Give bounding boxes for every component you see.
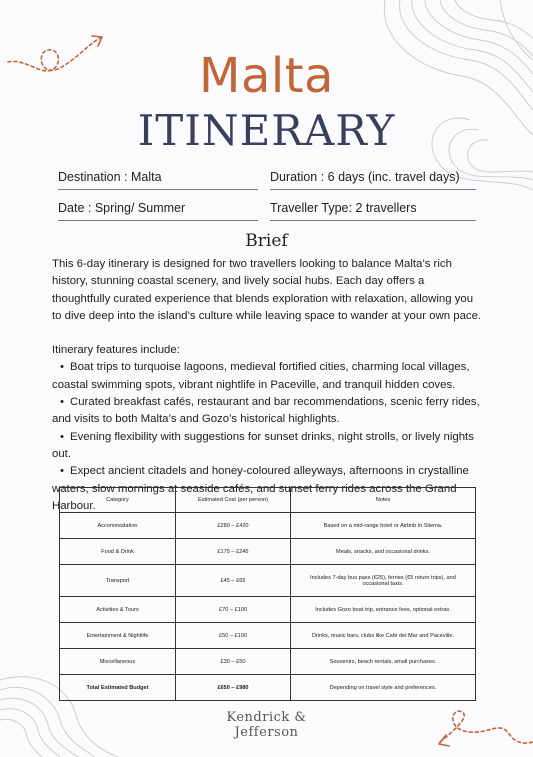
duration-underline xyxy=(270,189,476,190)
cost-cell: £30 – £50 xyxy=(176,649,291,675)
notes-cell: Includes Gozo boat trip, entrance fees, optional extras. xyxy=(291,597,476,623)
destination-underline xyxy=(58,189,258,190)
table-total-row xyxy=(60,675,476,701)
total-cost-cell: £650 – £980 xyxy=(176,675,291,701)
destination-text: Destination : Malta xyxy=(58,170,162,184)
table-row xyxy=(60,565,476,597)
bullet-icon: • xyxy=(60,361,64,374)
brand-line-2: Jefferson xyxy=(234,725,299,740)
duration-field xyxy=(270,170,476,190)
feature-text: Evening flexibility with suggestions for sunset drinks, night strolls, or lively nights out. xyxy=(52,430,474,460)
traveller-type-underline xyxy=(270,220,476,221)
cost-cell: £70 – £100 xyxy=(176,597,291,623)
table-row xyxy=(60,623,476,649)
feature-text: Boat trips to turquoise lagoons, medieval fortified cities, charming local villages, coastal swimming spots, vibrant nightlife in Paceville, and tranquil hidden coves. xyxy=(52,361,470,391)
paragraph-spacer xyxy=(52,325,484,342)
column-header-category: Category xyxy=(60,488,176,513)
category-cell: Accommodation xyxy=(60,513,176,539)
feature-item xyxy=(52,394,484,429)
cost-cell: £45 – £65 xyxy=(176,565,291,597)
traveller-type-text: Traveller Type: 2 travellers xyxy=(270,201,417,215)
bullet-icon: • xyxy=(60,396,64,409)
date-text: Date : Spring/ Summer xyxy=(58,201,186,215)
duration-text: Duration : 6 days (inc. travel days) xyxy=(270,170,460,184)
brand-logo xyxy=(0,710,533,740)
date-underline xyxy=(58,220,258,221)
category-cell: Activities & Tours xyxy=(60,597,176,623)
brand-line-1: Kendrick & xyxy=(226,710,307,725)
notes-cell: Souvenirs, beach rentals, small purchases. xyxy=(291,649,476,675)
table-row xyxy=(60,649,476,675)
column-header-notes: Notes xyxy=(291,488,476,513)
traveller-type-field xyxy=(270,201,476,221)
category-cell: Entertainment & Nightlife xyxy=(60,623,176,649)
cost-cell: £175 – £245 xyxy=(176,539,291,565)
features-heading: Itinerary features include: xyxy=(52,344,180,357)
table-row xyxy=(60,597,476,623)
category-cell: Transport xyxy=(60,565,176,597)
feature-text: Curated breakfast cafés, restaurant and bar recommendations, scenic ferry rides, and visits to both Malta’s and Gozo’s historical highlights. xyxy=(52,396,480,426)
notes-cell: Meals, snacks, and occasional drinks. xyxy=(291,539,476,565)
destination-field xyxy=(58,170,258,190)
brief-intro: This 6-day itinerary is designed for two travellers looking to balance Malta’s rich history, stunning coastal scenery, and lively social hubs. Each day offers a thoughtfully curated experience that blends exploration with relaxation, allowing you to dive deep into the island’s culture while leaving space to wander at your own pace. xyxy=(52,258,482,322)
feature-item xyxy=(52,429,484,464)
page-title: Malta xyxy=(199,48,334,104)
category-cell: Miscellaneous xyxy=(60,649,176,675)
arrow-head-top-left-icon xyxy=(92,36,102,46)
brief-section xyxy=(52,256,484,515)
table-row xyxy=(60,513,476,539)
brief-heading: Brief xyxy=(245,231,288,251)
category-cell: Food & Drink xyxy=(60,539,176,565)
cost-cell: £280 – £420 xyxy=(176,513,291,539)
cost-cell: £50 – £100 xyxy=(176,623,291,649)
bullet-icon: • xyxy=(60,430,64,443)
total-notes-cell: Depending on travel style and preferences. xyxy=(291,675,476,701)
budget-table xyxy=(59,487,476,701)
page-subtitle: ITINERARY xyxy=(137,106,396,155)
date-field xyxy=(58,201,258,221)
table-header-row xyxy=(60,488,476,513)
notes-cell: Drinks, music bars, clubs like Café del Mar and Paceville. xyxy=(291,623,476,649)
feature-item xyxy=(52,359,484,394)
feature-text: Expect ancient citadels and honey-coloured alleyways, afternoons in crystalline waters, slow mornings at seaside cafés, and sunset ferry rides across the Grand Harbour. xyxy=(52,465,469,512)
notes-cell: Includes 7-day bus pass (€25), ferries (€5 return trips), and occasional taxis. xyxy=(291,565,476,597)
bullet-icon: • xyxy=(60,465,64,478)
total-label-cell: Total Estimated Budget xyxy=(60,675,176,701)
column-header-cost: Estimated Cost (per person) xyxy=(176,488,291,513)
notes-cell: Based on a mid-range hotel or Airbnb in Sliema. xyxy=(291,513,476,539)
table-row xyxy=(60,539,476,565)
